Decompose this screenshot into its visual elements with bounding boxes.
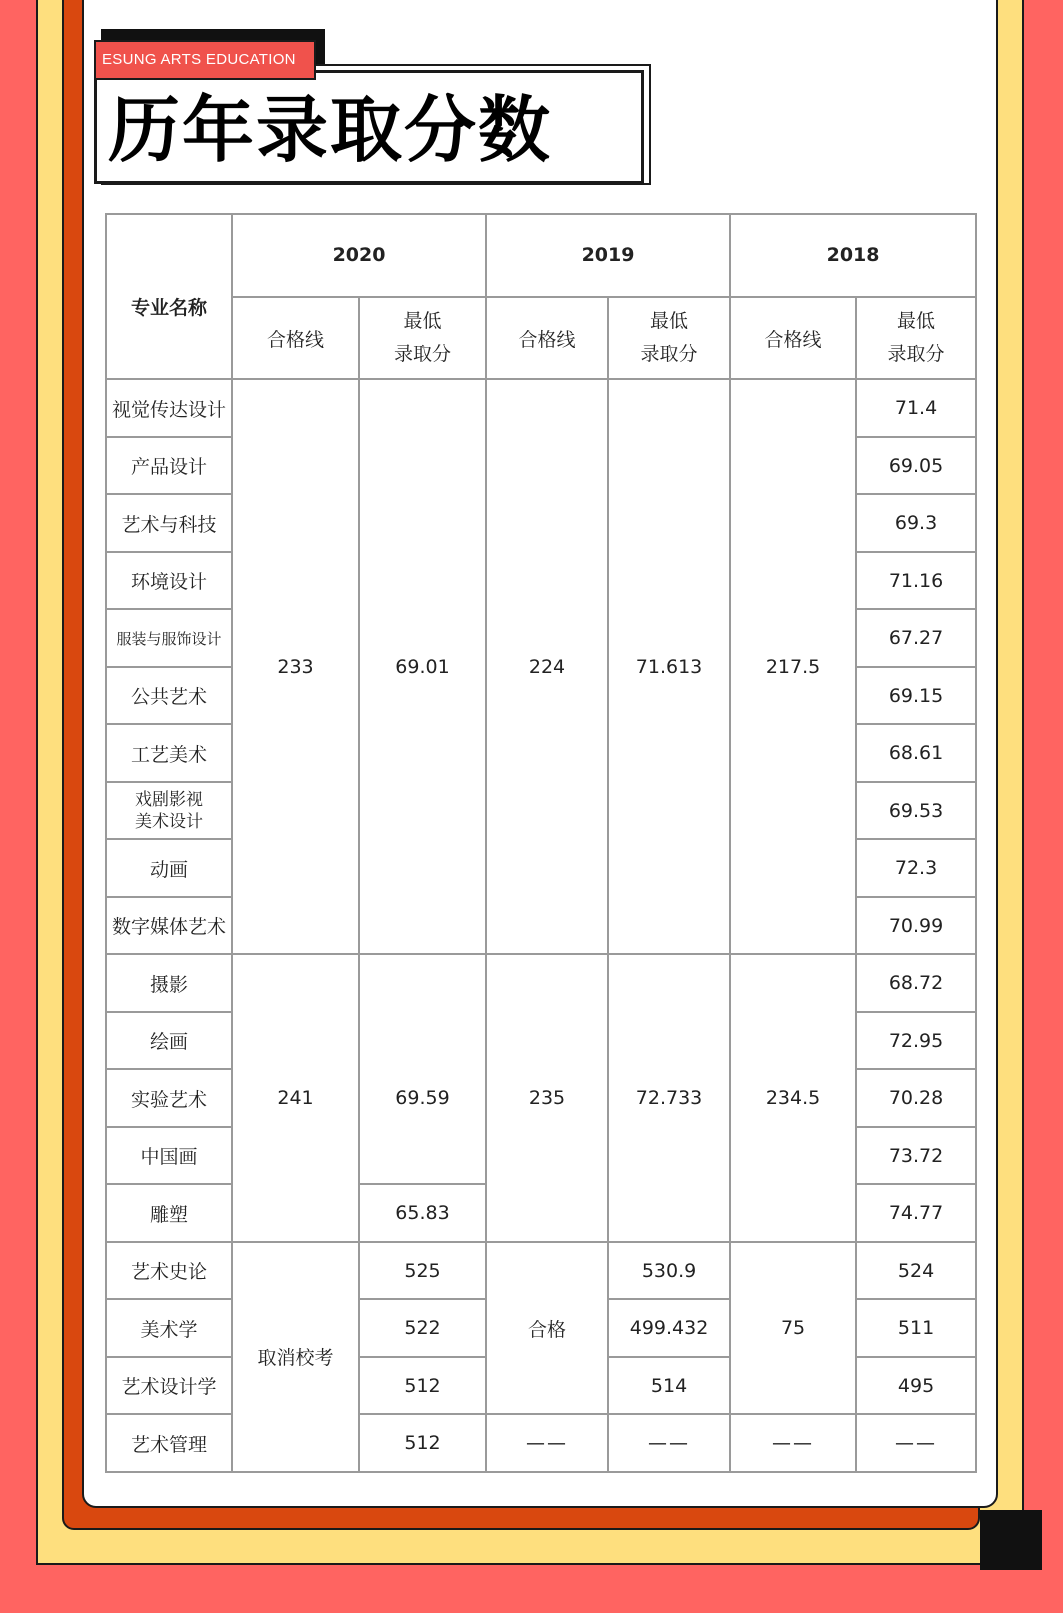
min-score-2020: 512	[359, 1414, 486, 1472]
pass-line-2019: 235	[486, 954, 608, 1242]
min-score-2018: 68.72	[856, 954, 976, 1012]
subheader-pass-line: 合格线	[232, 297, 359, 380]
major-name: 产品设计	[106, 437, 232, 495]
pass-line-2020: 233	[232, 379, 359, 954]
min-score-2018: 73.72	[856, 1127, 976, 1185]
min-score-2019: 514	[608, 1357, 730, 1415]
pass-line-2019: 224	[486, 379, 608, 954]
min-score-2020-sculpture: 65.83	[359, 1184, 486, 1242]
min-score-2018: 69.3	[856, 494, 976, 552]
major-name: 艺术管理	[106, 1414, 232, 1472]
major-name: 戏剧影视 美术设计	[106, 782, 232, 840]
major-name: 雕塑	[106, 1184, 232, 1242]
column-header-major: 专业名称	[106, 214, 232, 379]
major-name: 实验艺术	[106, 1069, 232, 1127]
min-score-2018: 69.15	[856, 667, 976, 725]
pass-line-2018: 75	[730, 1242, 856, 1415]
min-score-2020: 512	[359, 1357, 486, 1415]
min-score-2020: 69.59	[359, 954, 486, 1184]
major-name: 环境设计	[106, 552, 232, 610]
major-name: 摄影	[106, 954, 232, 1012]
min-score-2018: 72.3	[856, 839, 976, 897]
subheader-min-score: 最低 录取分	[856, 297, 976, 380]
min-score-2018: 74.77	[856, 1184, 976, 1242]
min-score-2020: 522	[359, 1299, 486, 1357]
min-score-2018: 71.16	[856, 552, 976, 610]
empty-dash: ——	[608, 1414, 730, 1472]
min-score-2018: 72.95	[856, 1012, 976, 1070]
min-score-2018: 69.05	[856, 437, 976, 495]
min-score-2019: 530.9	[608, 1242, 730, 1300]
min-score-2020: 69.01	[359, 379, 486, 954]
major-name: 动画	[106, 839, 232, 897]
brand-tag: ESUNG ARTS EDUCATION	[94, 40, 316, 80]
page-title: 历年录取分数	[108, 88, 553, 172]
corner-shadow	[980, 1510, 1042, 1570]
min-score-2020: 525	[359, 1242, 486, 1300]
min-score-2018: 71.4	[856, 379, 976, 437]
min-score-2019: 71.613	[608, 379, 730, 954]
year-header-2020: 2020	[232, 214, 486, 297]
subheader-min-score: 最低 录取分	[608, 297, 730, 380]
min-score-2019: 499.432	[608, 1299, 730, 1357]
major-name: 中国画	[106, 1127, 232, 1185]
pass-line-2020: 241	[232, 954, 359, 1242]
major-name: 艺术设计学	[106, 1357, 232, 1415]
major-name: 艺术史论	[106, 1242, 232, 1300]
empty-dash: ——	[730, 1414, 856, 1472]
subheader-min-score: 最低 录取分	[359, 297, 486, 380]
min-score-2019: 72.733	[608, 954, 730, 1242]
min-score-2018: 495	[856, 1357, 976, 1415]
min-score-2018: 524	[856, 1242, 976, 1300]
pass-line-2020: 取消校考	[232, 1242, 359, 1472]
major-name: 公共艺术	[106, 667, 232, 725]
major-name: 视觉传达设计	[106, 379, 232, 437]
min-score-2018: 67.27	[856, 609, 976, 667]
subheader-pass-line: 合格线	[730, 297, 856, 380]
major-name: 绘画	[106, 1012, 232, 1070]
major-name: 数字媒体艺术	[106, 897, 232, 955]
pass-line-2018: 234.5	[730, 954, 856, 1242]
pass-line-2018: 217.5	[730, 379, 856, 954]
min-score-2018: 70.28	[856, 1069, 976, 1127]
empty-dash: ——	[856, 1414, 976, 1472]
major-name: 美术学	[106, 1299, 232, 1357]
major-name: 艺术与科技	[106, 494, 232, 552]
min-score-2018: 511	[856, 1299, 976, 1357]
pass-line-2019: 合格	[486, 1242, 608, 1415]
empty-dash: ——	[486, 1414, 608, 1472]
min-score-2018: 70.99	[856, 897, 976, 955]
year-header-2018: 2018	[730, 214, 976, 297]
major-name: 服装与服饰设计	[106, 609, 232, 667]
subheader-pass-line: 合格线	[486, 297, 608, 380]
admission-scores-table	[105, 213, 977, 1473]
year-header-2019: 2019	[486, 214, 730, 297]
min-score-2018: 68.61	[856, 724, 976, 782]
major-name: 工艺美术	[106, 724, 232, 782]
min-score-2018: 69.53	[856, 782, 976, 840]
